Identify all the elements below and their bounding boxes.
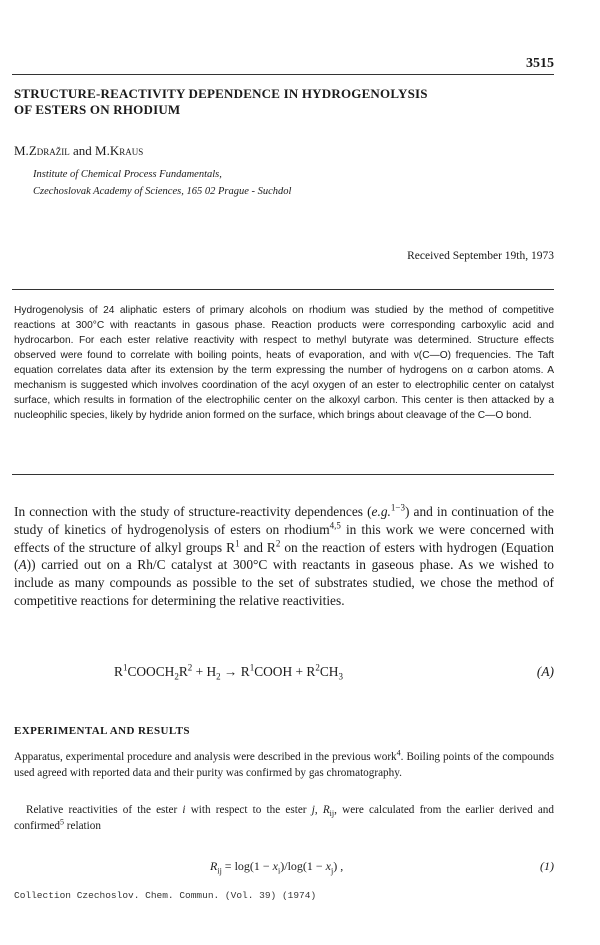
intro-eg: e.g. xyxy=(371,504,391,519)
intro-text: and R xyxy=(239,539,276,555)
affiliation-line-1: Institute of Chemical Process Fundamentals, xyxy=(33,169,222,180)
affiliation-line-2: Czechoslovak Academy of Sciences, 165 02 Prague - Suchdol xyxy=(33,186,292,197)
equation-a-formula: $R^1COOCH_2R^2 + H_2$ → $R^1COOH + R^2CH_3$ xyxy=(114,662,343,682)
intro-text: in this work we were concerned with effects of the structure of alkyl groups R xyxy=(14,521,554,555)
equation-a-label: (A) xyxy=(536,664,554,679)
title-line-2: OF ESTERS ON RHODIUM xyxy=(14,102,181,117)
equation-reference: A xyxy=(18,557,27,573)
equation-a xyxy=(14,664,554,684)
equation-1-formula: $R_{ij} = \log(1 - x_i)/\log(1 - x_j)$ , xyxy=(210,859,344,876)
abstract: Hydrogenolysis of 24 aliphatic esters of primary alcohols on rhodium was studied by the method of competitive reactions at 300°C with reactants in gasous phase. Reaction products were corresponding carboxylic acid and hydrocarbon. For each ester relative reactivity with respect to methyl butyrate was determined. Structure effects observed were found to correlate with boiling points, heats of evaporation, and with ν(C—O) frequencies. The Taft equation correlates data after its extension by the term expressing the number of hydrogens on α carbon atoms. A mechanism is suggested which involves coordination of the acyl oxygen of an ester to electrophilic center on catalyst surface, which results in formation of the electrophilic center on the alkoxyl carbon. This center is then attacked by a nucleophilic species, likely by hydride anion formed on the surface, which brings about cleavage of the C—O bond. xyxy=(14,305,554,421)
intro-text: ) and in continuation of the study of kinetics of hydrogenolysis of esters on rhodium xyxy=(14,504,554,537)
authors xyxy=(14,143,143,159)
equation-1-label: (1) xyxy=(540,859,554,873)
paragraph-apparatus: Apparatus, experimental procedure and analysis were described in the previous work$^4$. Boiling points of the compounds used agreed with reported data and their purity was confirmed by gas chromatography. xyxy=(14,748,554,779)
author1-surname: Zdražil xyxy=(28,143,70,158)
superscript: 2 xyxy=(275,538,281,549)
author1-initial: M. xyxy=(14,143,29,158)
affiliation xyxy=(33,166,291,200)
paper-title xyxy=(14,86,554,118)
abstract-bottom-rule xyxy=(12,474,554,475)
intro-paragraph xyxy=(14,503,554,610)
citation: 1−3 xyxy=(390,502,405,513)
citation: 4,5 xyxy=(329,520,341,531)
intro-text: )) carried out on a Rh/C catalyst at 300°C with reactants in gaseous phase. As we wished to include as many compounds as possible to the set of substrates studied, we chose the method of competitive reactions for determining the relative reactivities. xyxy=(14,557,554,608)
citation: 4 xyxy=(396,748,401,758)
intro-text: on the reaction of esters with hydrogen (Equation ( xyxy=(14,539,554,573)
author2-initial: M. xyxy=(95,143,110,158)
citation: 5 xyxy=(59,816,64,826)
journal-footer: Collection Czechoslov. Chem. Commun. (Vol. 39) (1974) xyxy=(14,890,317,901)
page-number: 3515 xyxy=(526,56,554,71)
section-heading: EXPERIMENTAL AND RESULTS xyxy=(14,725,190,737)
title-line-1: STRUCTURE-REACTIVITY DEPENDENCE IN HYDROGENOLYSIS xyxy=(14,86,428,101)
author-conjunction: and xyxy=(69,143,96,158)
abstract-top-rule xyxy=(12,289,554,290)
received-date: Received September 19th, 1973 xyxy=(407,250,554,262)
author2-surname: Kraus xyxy=(109,143,144,158)
superscript: 1 xyxy=(235,538,240,549)
paragraph-relative-reactivities: Relative reactivities of the ester i with respect to the ester j, $R_{ij}$, were calculated from the earlier derived and confirmed$^5$ relation xyxy=(14,804,554,832)
header-rule xyxy=(12,74,554,75)
intro-text: In connection with the study of structure-reactivity dependences ( xyxy=(14,504,372,519)
